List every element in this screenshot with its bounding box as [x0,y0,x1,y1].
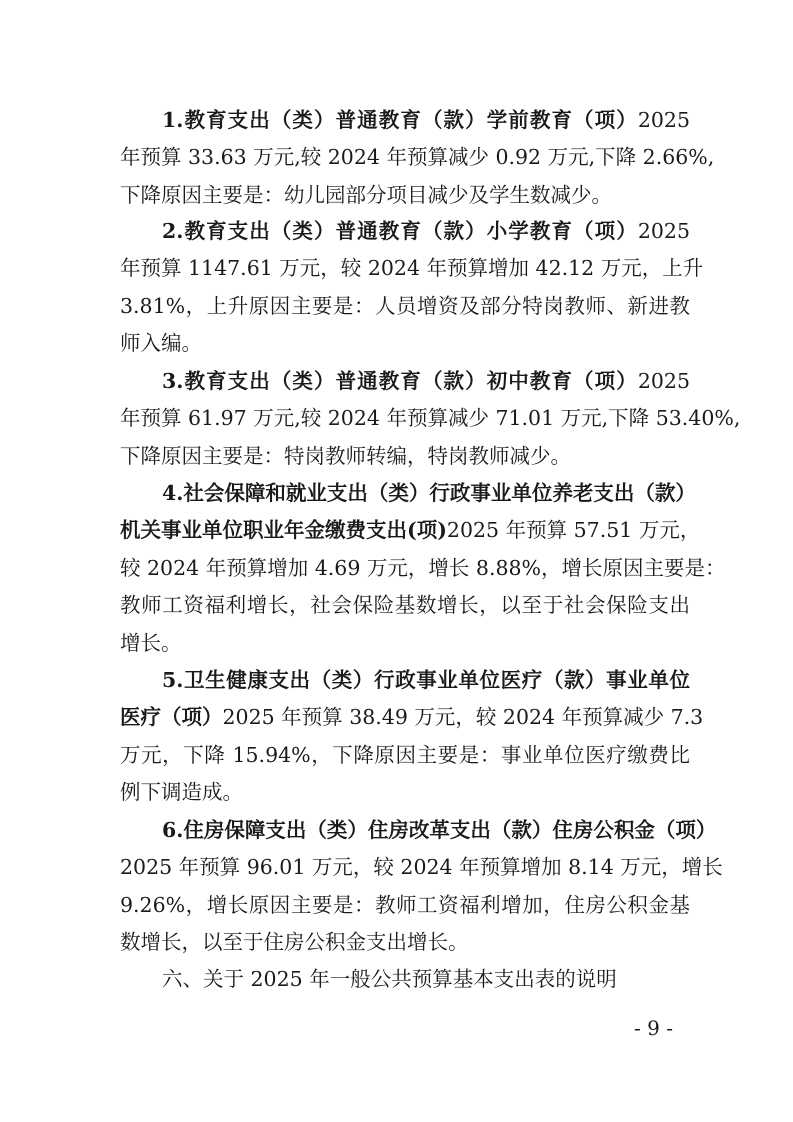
paragraph-4-line-4: 教师工资福利增长，社会保险基数增长，以至于社会保险支出 [120,593,690,617]
paragraph-6-line-3: 9.26%，增长原因主要是：教师工资福利增加，住房公积金基 [120,893,690,917]
paragraph-3-heading: 3.教育支出（类）普通教育（款）初中教育（项） [162,369,638,393]
paragraph-2-line-4: 师入编。 [120,331,202,355]
paragraph-4-line-2 [120,515,701,545]
paragraph-3-line-1 [162,366,690,396]
page-number: - 9 - [634,1016,673,1040]
paragraph-6-heading: 6.住房保障支出（类）住房改革支出（款）住房公积金（项） [162,818,717,842]
paragraph-3-line-2: 年预算 61.97 万元,较 2024 年预算减少 71.01 万元,下降 53.40%, [120,406,741,430]
paragraph-5-line-1 [162,665,690,695]
paragraph-2-line-1-rest: 2025 [637,219,690,243]
paragraph-6-line-2: 2025 年预算 96.01 万元，较 2024 年预算增加 8.14 万元，增长 [120,855,723,879]
paragraph-1-line-2: 年预算 33.63 万元,较 2024 年预算减少 0.92 万元,下降 2.66%, [120,145,715,169]
paragraph-5-line-4: 例下调造成。 [120,780,243,804]
paragraph-5-line-2-rest: 2025 年预算 38.49 万元，较 2024 年预算减少 7.3 [222,705,704,729]
paragraph-6-line-1 [162,815,717,845]
paragraph-3-line-3: 下降原因主要是：特岗教师转编，特岗教师减少。 [120,444,571,468]
paragraph-1-heading: 1.教育支出（类）普通教育（款）学前教育（项） [162,108,638,132]
paragraph-5-line-2 [120,702,704,732]
paragraph-2-line-2: 年预算 1147.61 万元，较 2024 年预算增加 42.12 万元，上升 [120,256,704,280]
paragraph-5-line-3: 万元，下降 15.94%，下降原因主要是：事业单位医疗缴费比 [120,743,690,767]
paragraph-6-line-4: 数增长，以至于住房公积金支出增长。 [120,930,469,954]
paragraph-4-line-1 [162,478,696,508]
paragraph-5-heading-cont: 医疗（项） [120,705,223,729]
paragraph-4-line-3: 较 2024 年预算增加 4.69 万元，增长 8.88%，增长原因主要是： [120,556,726,580]
paragraph-1-line-1-rest: 2025 [637,108,690,132]
section-heading: 六、关于 2025 年一般公共预算基本支出表的说明 [162,967,617,991]
paragraph-4-line-2-rest: 2025 年预算 57.51 万元， [446,518,701,542]
paragraph-5-heading: 5.卫生健康支出（类）行政事业单位医疗（款）事业单位 [162,668,690,692]
paragraph-2-line-3: 3.81%，上升原因主要是：人员增资及部分特岗教师、新进教 [120,294,690,318]
paragraph-1-line-3: 下降原因主要是：幼儿园部分项目减少及学生数减少。 [120,183,612,207]
paragraph-1-line-1 [162,105,690,135]
paragraph-2-line-1 [162,216,690,246]
paragraph-4-line-5: 增长。 [120,631,182,655]
paragraph-4-heading: 4.社会保障和就业支出（类）行政事业单位养老支出（款） [162,481,696,505]
paragraph-3-line-1-rest: 2025 [637,369,690,393]
paragraph-4-heading-cont: 机关事业单位职业年金缴费支出(项) [120,518,447,542]
paragraph-2-heading: 2.教育支出（类）普通教育（款）小学教育（项） [162,219,638,243]
